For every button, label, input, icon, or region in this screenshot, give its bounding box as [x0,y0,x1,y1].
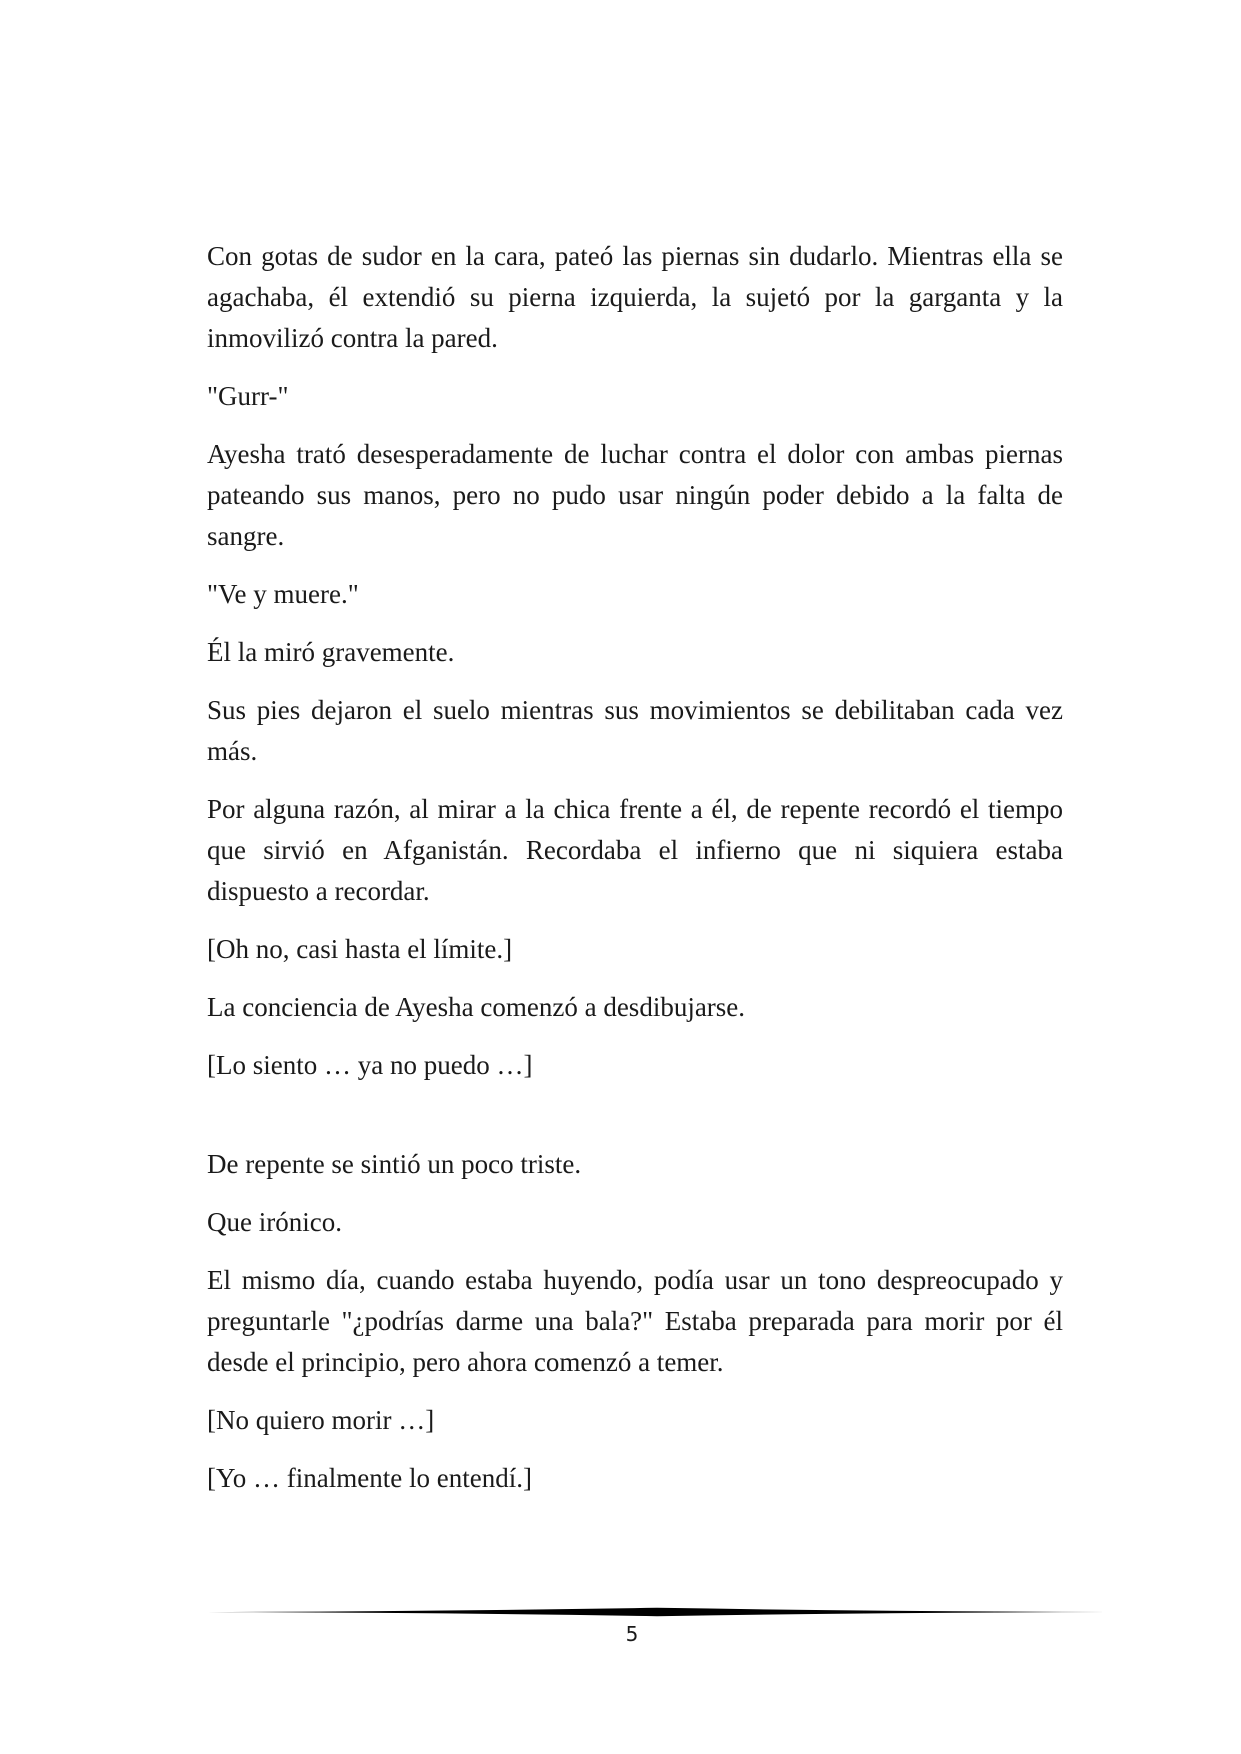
paragraph: "Gurr-" [207,381,289,411]
paragraph: La conciencia de Ayesha comenzó a desdibujarse. [207,992,746,1022]
page-number: 5 [625,1622,639,1646]
paragraph: Él la miró gravemente. [207,637,455,667]
paragraph: De repente se sintió un poco triste. [207,1149,582,1179]
paragraph: Sus pies dejaron el suelo mientras sus movimientos se debilitaban cada vez más. [207,695,1063,766]
body-text [207,236,1063,1516]
paragraph: Ayesha trató desesperadamente de luchar contra el dolor con ambas piernas pateando sus manos, pero no pudo usar ningún poder debido a la falta de sangre. [207,439,1063,551]
paragraph: [Yo … finalmente lo entendí.] [207,1463,532,1493]
paragraph: Con gotas de sudor en la cara, pateó las piernas sin dudarlo. Mientras ella se agachaba, él extendió su pierna izquierda, la sujetó por la garganta y la inmovilizó contra la pared. [207,241,1063,353]
paragraph: Por alguna razón, al mirar a la chica frente a él, de repente recordó el tiempo que sirvió en Afganistán. Recordaba el infierno que ni siquiera estaba dispuesto a recordar. [207,794,1063,906]
paragraph: [No quiero morir …] [207,1405,435,1435]
paragraph: Que irónico. [207,1207,342,1237]
footer-rule-swell [207,1608,1107,1616]
paragraph: [Oh no, casi hasta el límite.] [207,934,513,964]
paragraph: El mismo día, cuando estaba huyendo, podía usar un tono despreocupado y preguntarle "¿podrías darme una bala?" Estaba preparada para morir por él desde el principio, pero ahora comenzó a temer. [207,1265,1063,1377]
footer-rule [207,1606,1107,1618]
paragraph: [Lo siento … ya no puedo …] [207,1050,533,1080]
paragraph: "Ve y muere." [207,579,359,609]
